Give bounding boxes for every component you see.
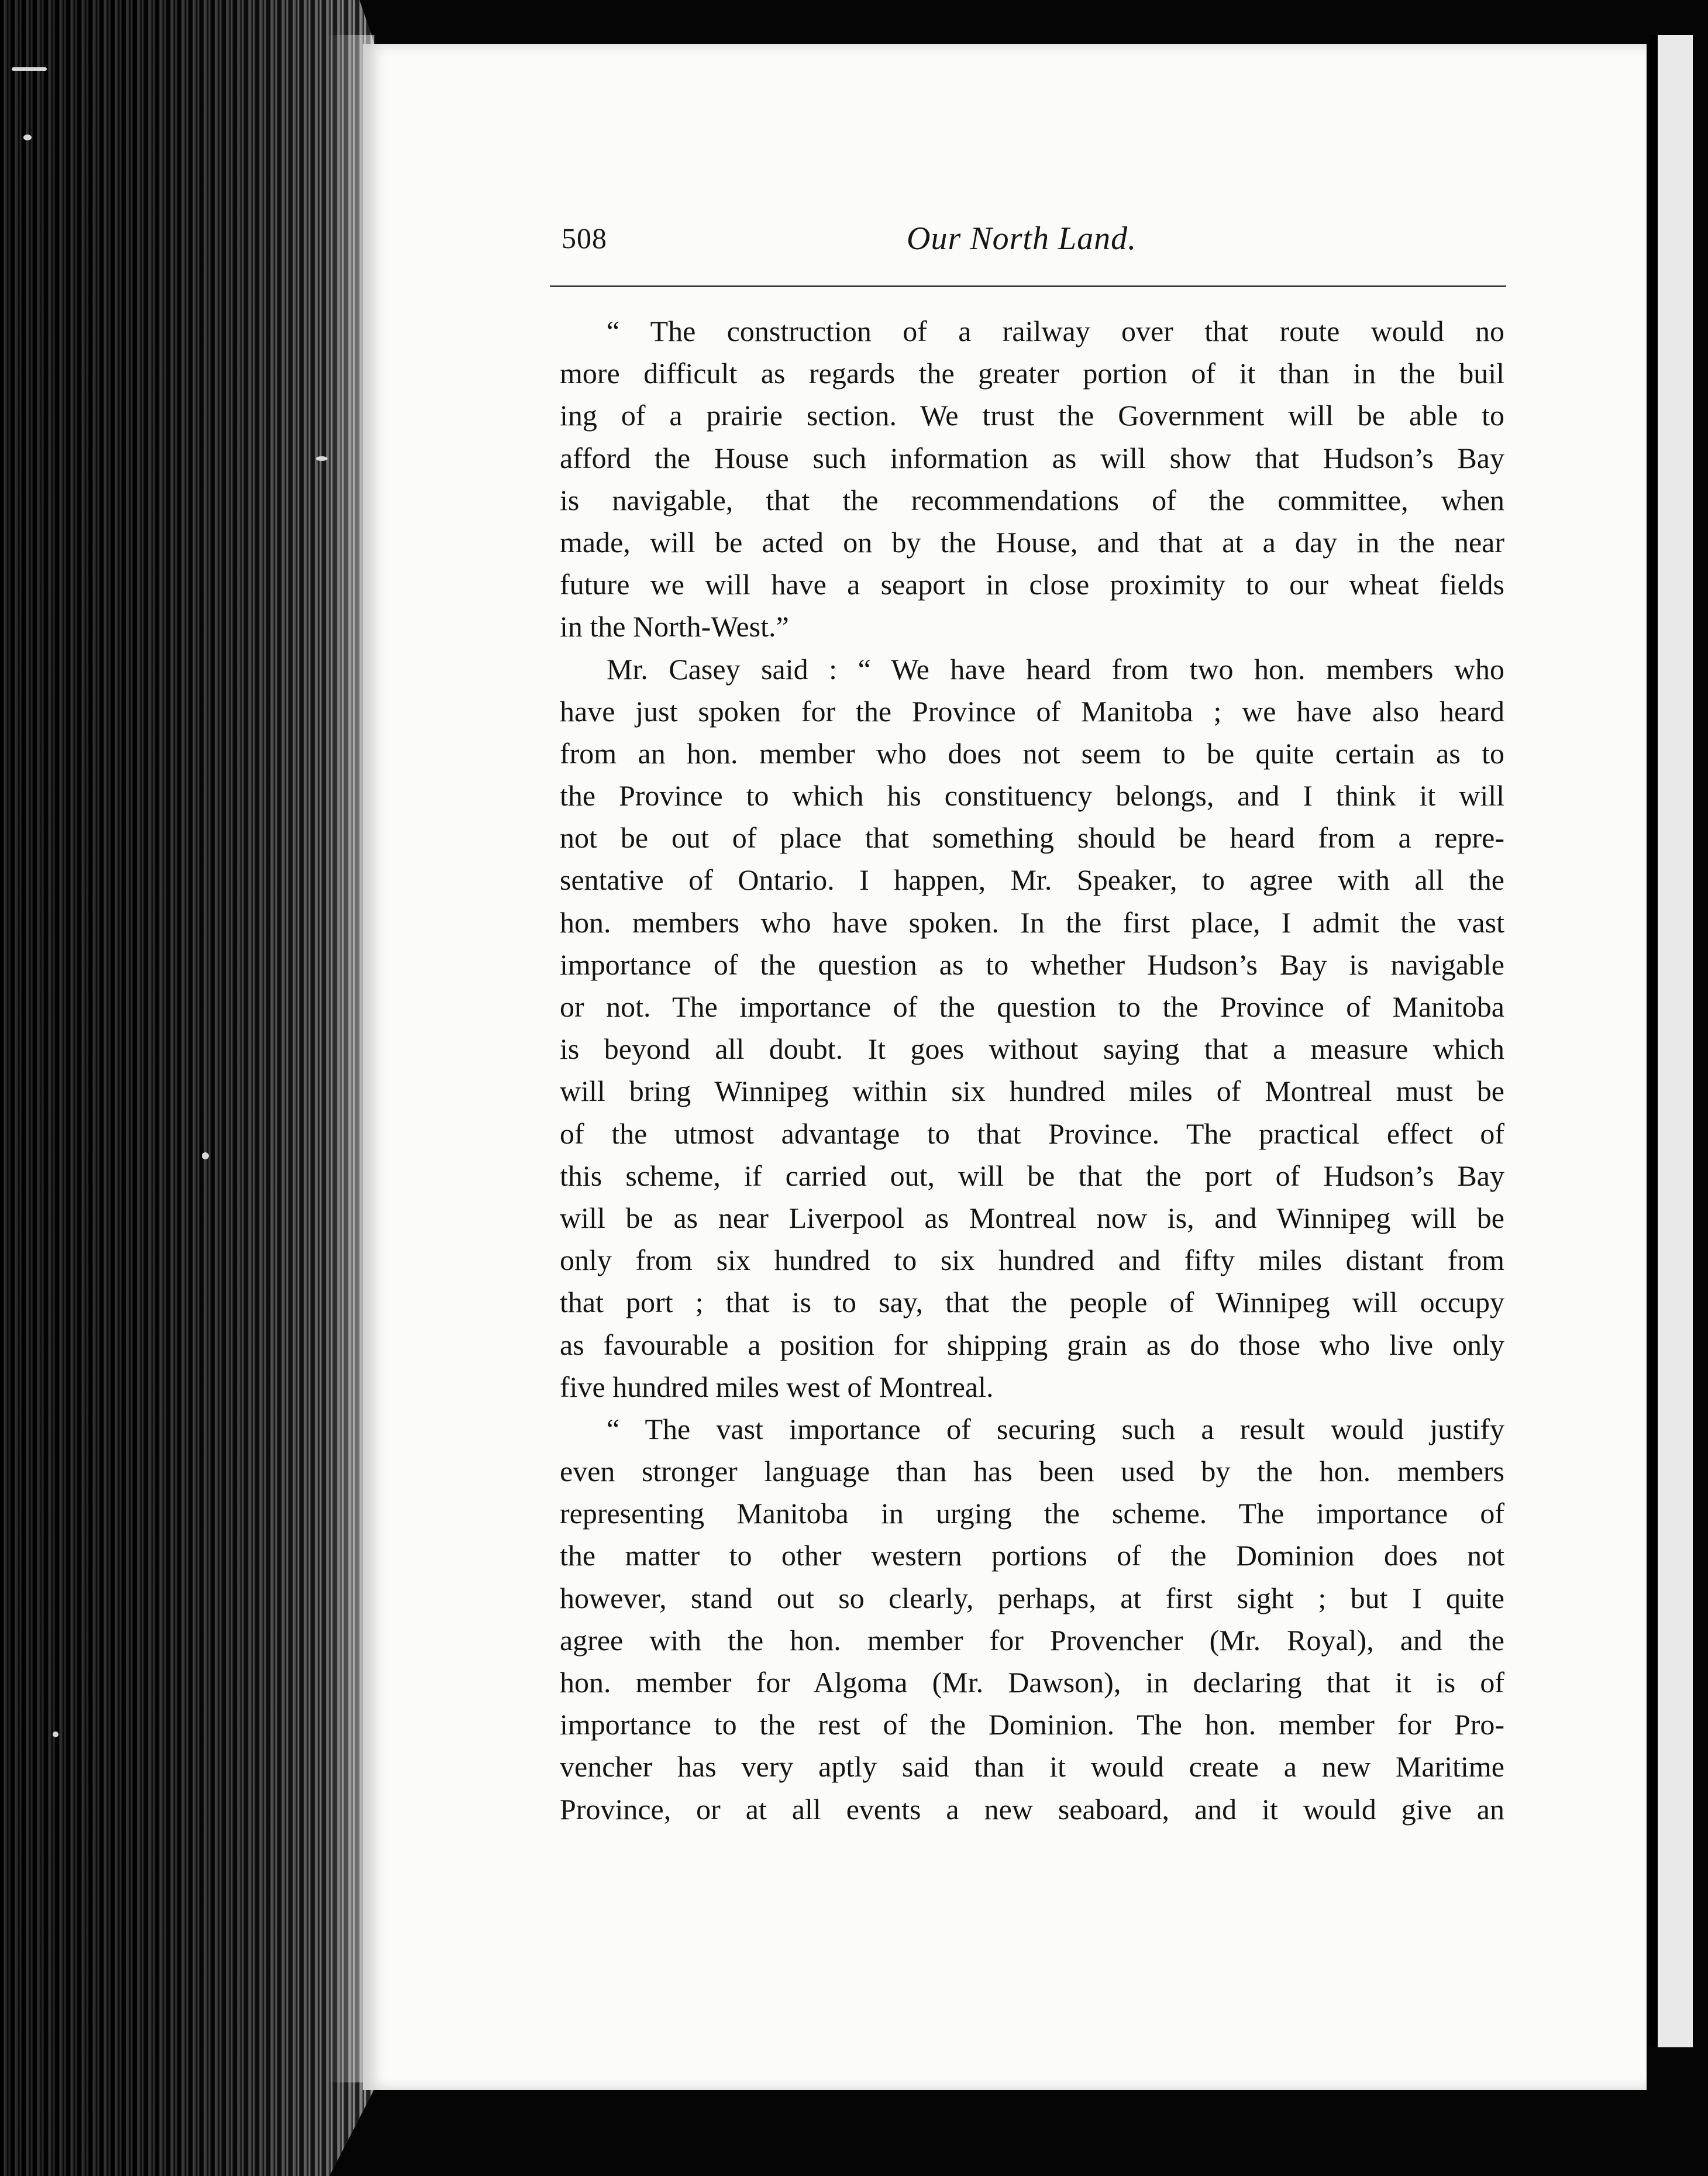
text-line: only from six hundred to six hundred and fifty miles distant from — [560, 1244, 1504, 1277]
text-line: not be out of place that something should be heard from a repre- — [560, 821, 1504, 855]
text-line: of the utmost advantage to that Province. The practical effect of — [560, 1117, 1504, 1150]
text-line: will bring Winnipeg within six hundred miles of Montreal must be — [560, 1075, 1504, 1108]
text-line: importance of the question as to whether Hudson’s Bay is navigable — [560, 948, 1504, 981]
text-line: ing of a prairie section. We trust the Government will be able to — [560, 399, 1504, 432]
text-line: hon. members who have spoken. In the first place, I admit the vast — [560, 905, 1504, 939]
text-line: however, stand out so clearly, perhaps, at first sight ; but I quite — [560, 1581, 1504, 1614]
text-line: future we will have a seaport in close proximity to our wheat fields — [560, 568, 1504, 601]
scan-speck — [202, 1152, 209, 1159]
text-line: importance to the rest of the Dominion. The hon. member for Pro- — [560, 1708, 1504, 1741]
text-line: Province, or at all events a new seaboard, and it would give an — [560, 1792, 1504, 1826]
scan-speck — [12, 67, 47, 71]
next-page-edge — [1650, 35, 1693, 2047]
text-line: representing Manitoba in urging the scheme. The importance of — [560, 1497, 1504, 1530]
text-line: is beyond all doubt. It goes without saying that a measure which — [560, 1032, 1504, 1066]
scan-speck — [53, 1731, 58, 1737]
text-line: afford the House such information as will show that Hudson’s Bay — [560, 441, 1504, 474]
text-line: “ The construction of a railway over that route would no — [607, 315, 1504, 347]
running-title: Our North Land. — [907, 221, 1137, 257]
text-line: five hundred miles west of Montreal. — [560, 1370, 994, 1403]
text-line: as favourable a position for shipping grain as do those who live only — [560, 1328, 1504, 1361]
text-line: “ The vast importance of securing such a result would justify — [607, 1412, 1504, 1445]
text-line: from an hon. member who does not seem to be quite certain as to — [560, 736, 1504, 770]
running-header — [562, 216, 1497, 275]
text-line: vencher has very aptly said than it would create a new Maritime — [560, 1750, 1504, 1784]
text-line: sentative of Ontario. I happen, Mr. Speaker, to agree with all the — [560, 863, 1504, 897]
scan-speck — [316, 456, 328, 461]
text-line: will be as near Liverpool as Montreal now is, and Winnipeg will be — [560, 1201, 1504, 1234]
text-line: have just spoken for the Province of Manitoba ; we have also heard — [560, 694, 1504, 728]
text-line: the Province to which his constituency belongs, and I think it will — [560, 779, 1504, 812]
text-line: more difficult as regards the greater portion of it than in the buil — [560, 357, 1504, 390]
text-line: made, will be acted on by the House, and that at a day in the near — [560, 525, 1504, 559]
text-line: agree with the hon. member for Provencher (Mr. Royal), and the — [560, 1623, 1504, 1657]
body-text — [560, 310, 1504, 1830]
scan-speck — [23, 135, 32, 140]
text-line: this scheme, if carried out, will be that the port of Hudson’s Bay — [560, 1159, 1504, 1192]
text-line: even stronger language than has been used by the hon. members — [560, 1455, 1504, 1488]
text-line: in the North-West.” — [560, 610, 789, 643]
text-line: that port ; that is to say, that the people of Winnipeg will occupy — [560, 1286, 1504, 1319]
text-line: or not. The importance of the question to the Province of Manitoba — [560, 990, 1504, 1023]
text-line: hon. member for Algoma (Mr. Dawson), in declaring that it is of — [560, 1666, 1504, 1699]
stacked-page-edges — [0, 0, 374, 2176]
text-line: Mr. Casey said : “ We have heard from two hon. members who — [607, 652, 1504, 686]
text-line: is navigable, that the recommendations of the committee, when — [560, 483, 1504, 517]
text-line: the matter to other western portions of the Dominion does not — [560, 1539, 1504, 1572]
header-rule — [550, 285, 1506, 287]
page-number: 508 — [562, 222, 607, 254]
